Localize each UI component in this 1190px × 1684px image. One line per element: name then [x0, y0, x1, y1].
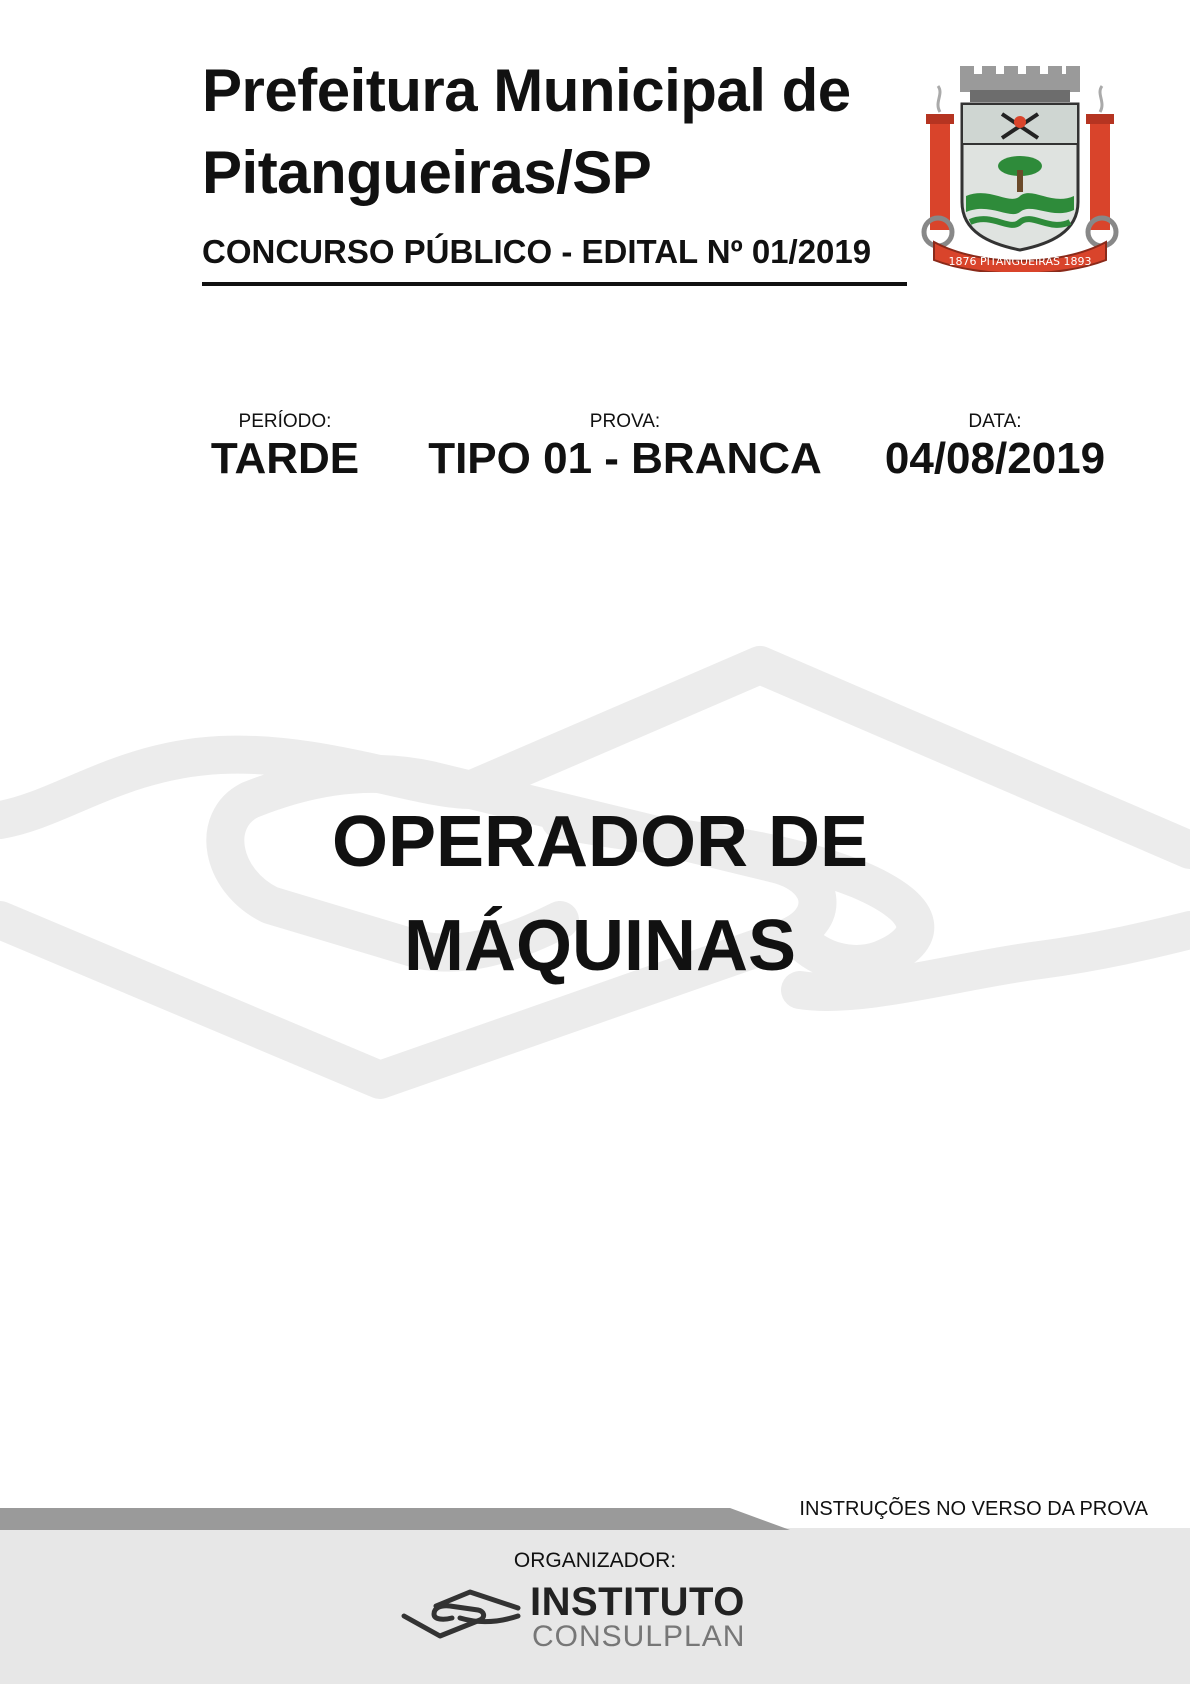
municipal-crest-logo [920, 62, 1120, 272]
job-title [230, 790, 970, 998]
page-title-line-2: Pitangueiras/SP [202, 139, 652, 206]
period-value: TARDE [210, 434, 360, 483]
job-title-line-1: OPERADOR DE [331, 802, 869, 882]
edital-subtitle: CONCURSO PÚBLICO - EDITAL Nº 01/2019 [202, 232, 907, 286]
exam-header [202, 50, 907, 286]
instructions-note: INSTRUÇÕES NO VERSO DA PROVA [799, 1498, 1148, 1520]
page-title-line-1: Prefeitura Municipal de [202, 57, 851, 124]
crest-banner-text: 1876 PITANGUEIRAS 1893 [948, 255, 1092, 268]
date-label: DATA: [968, 411, 1022, 432]
exam-type-label: PROVA: [589, 411, 661, 432]
job-title-line-2: MÁQUINAS [404, 906, 796, 986]
exam-type-block [425, 410, 825, 484]
period-block [210, 410, 360, 484]
organizer-logo [400, 1580, 760, 1670]
period-label: PERÍODO: [238, 411, 332, 432]
organizer-subname: CONSULPLAN [532, 1620, 746, 1653]
handshake-icon [400, 1586, 530, 1646]
organizer-label: ORGANIZADOR: [513, 1549, 677, 1572]
exam-type-value: TIPO 01 - BRANCA [428, 434, 822, 483]
date-value: 04/08/2019 [884, 434, 1106, 483]
organizer-name: INSTITUTO [530, 1580, 745, 1624]
date-block [860, 410, 1130, 484]
